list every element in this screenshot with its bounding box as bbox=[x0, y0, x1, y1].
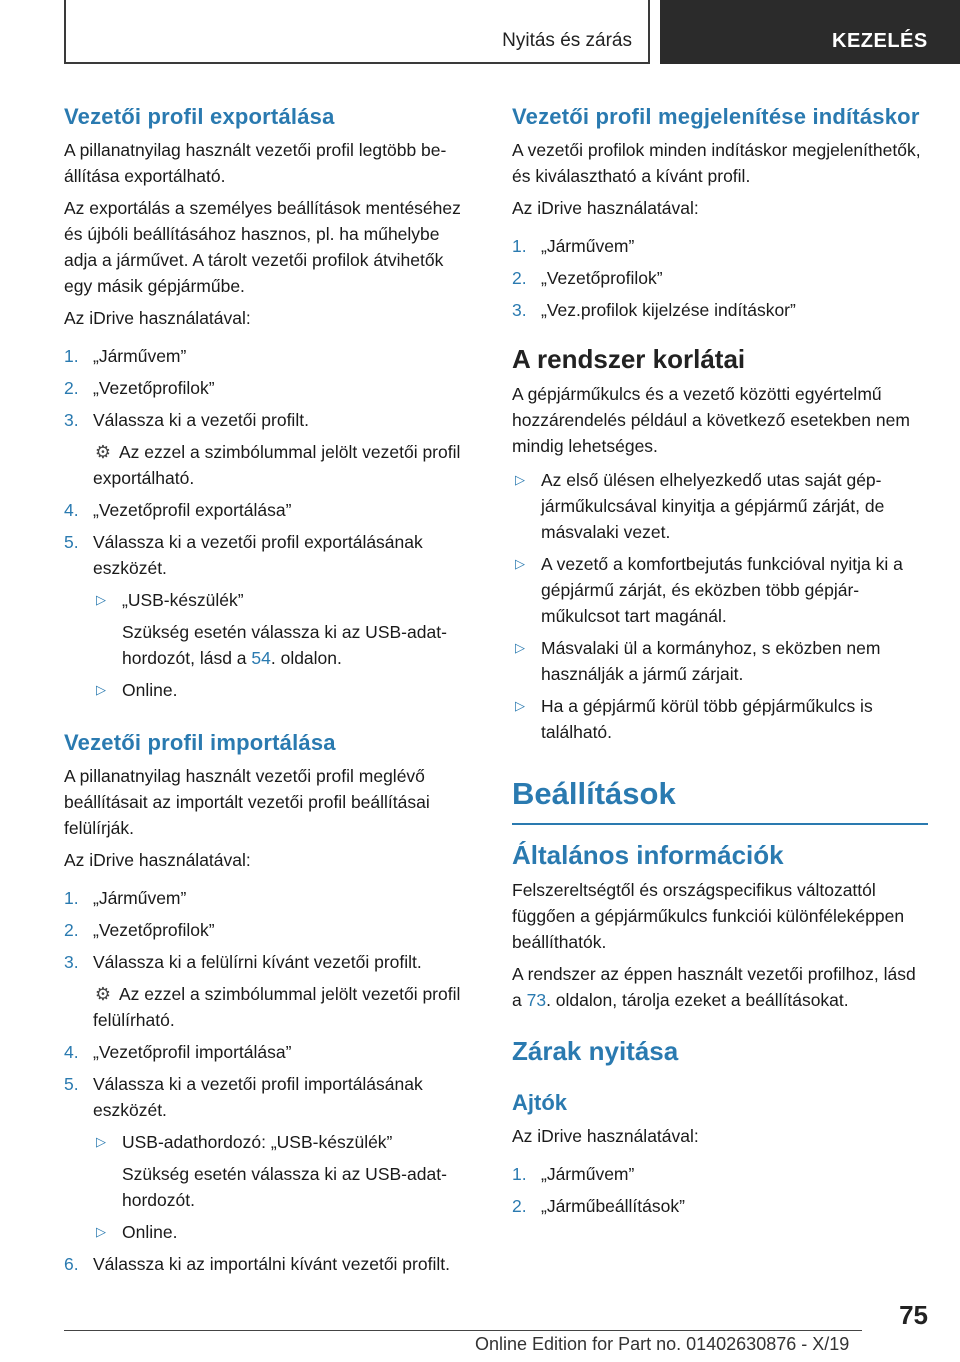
list-item bbox=[64, 407, 476, 433]
heading-unlocking: Zárak nyitása bbox=[512, 1036, 679, 1066]
right-column bbox=[512, 103, 928, 1225]
list-item bbox=[64, 885, 476, 911]
step-text: „Járművem” bbox=[541, 1164, 635, 1184]
step-number: 2. bbox=[512, 268, 527, 288]
step-number: 1. bbox=[512, 1164, 527, 1184]
sub-option bbox=[64, 587, 476, 613]
step-text: Válassza ki a felülírni kívánt vezetői profilt. bbox=[93, 952, 422, 972]
step-number: 3. bbox=[512, 300, 527, 320]
list-item bbox=[64, 497, 476, 523]
option-text: „USB-készülék” bbox=[122, 590, 244, 610]
step-list bbox=[512, 233, 928, 323]
step-number: 2. bbox=[512, 1196, 527, 1216]
step-text: „Vezetőprofilok” bbox=[541, 268, 663, 288]
triangle-right-icon: ▷ bbox=[96, 682, 106, 697]
heading-import-profile: Vezetői profil importálása bbox=[64, 730, 336, 755]
paragraph: A gépjárműkulcs és a vezető közötti egyértelmű hozzárendelés például a következő esetekben nem mindig lehetséges. bbox=[512, 384, 910, 456]
paragraph: Az exportálás a személyes beállítások mentéséhez és újbóli beállításához hasznos, pl. ha műhelybe adja a járművet. A tárolt vezetői profilok átvihetők egy másik gépjárműbe. bbox=[64, 198, 461, 296]
list-item: ▷ Az első ülésen elhelyezkedő utas saját gépjárműkulcsával kinyitja a gépjármű zárját, de másvalaki vezet. bbox=[512, 467, 928, 545]
list-item bbox=[64, 529, 476, 581]
list-item bbox=[64, 917, 476, 943]
step-text: „Vez.profilok kijelzése indításkor” bbox=[541, 300, 796, 320]
footer-divider bbox=[64, 1330, 862, 1331]
step-text: „Járművem” bbox=[541, 236, 635, 256]
paragraph: A rendszer az éppen használt vezetői profilhoz, lásd a 73. oldalon, tárolja ezeket a beállításokat. bbox=[512, 964, 916, 1010]
paragraph: A pillanatnyilag használt vezetői profil meglévő beállításait az importált vezetői profil beállításai felülírják. bbox=[64, 766, 430, 838]
step-text: „Vezetőprofilok” bbox=[93, 920, 215, 940]
note-text: Az ezzel a szimbólummal jelölt vezetői profil exportálható. bbox=[93, 442, 461, 488]
step-number: 4. bbox=[64, 500, 79, 520]
triangle-right-icon: ▷ bbox=[515, 698, 525, 713]
paragraph: A pillanatnyilag használt vezetői profil legtöbb beállítása exportálható. bbox=[64, 140, 447, 186]
step-number: 5. bbox=[64, 532, 79, 552]
list-item bbox=[64, 949, 476, 975]
heading-export-profile: Vezetői profil exportálása bbox=[64, 104, 335, 129]
list-item bbox=[512, 297, 928, 323]
bullet-list bbox=[512, 467, 928, 745]
sub-option bbox=[64, 1129, 476, 1155]
paragraph: Az iDrive használatával: bbox=[64, 850, 251, 870]
option-text: Online. bbox=[122, 1222, 178, 1242]
list-item bbox=[64, 343, 476, 369]
step-text: „Vezetőprofilok” bbox=[93, 378, 215, 398]
page-link[interactable]: 54 bbox=[251, 648, 271, 668]
triangle-right-icon: ▷ bbox=[96, 1224, 106, 1239]
list-item bbox=[512, 265, 928, 291]
step-text: „Vezetőprofil importálása” bbox=[93, 1042, 292, 1062]
header-chapter-tab: KEZELÉS bbox=[660, 0, 960, 64]
heading-system-limits: A rendszer korlátai bbox=[512, 344, 746, 374]
option-text: USB-adathordozó: „USB-készülék” bbox=[122, 1132, 393, 1152]
step-text: „Járművem” bbox=[93, 346, 187, 366]
step-number: 3. bbox=[64, 952, 79, 972]
step-number: 6. bbox=[64, 1254, 79, 1274]
footer-edition: Online Edition for Part no. 01402630876 - X/19 bbox=[475, 1334, 850, 1354]
symbol-note bbox=[64, 439, 476, 491]
step-number: 1. bbox=[512, 236, 527, 256]
step-number: 1. bbox=[64, 888, 79, 908]
list-item bbox=[64, 1071, 476, 1123]
step-number: 2. bbox=[64, 378, 79, 398]
left-column bbox=[64, 103, 476, 1283]
paragraph: Felszereltségtől és országspecifikus változattól függően a gépjárműkulcs funkciói különféleképpen beállíthatók. bbox=[512, 880, 905, 952]
triangle-right-icon: ▷ bbox=[515, 556, 525, 571]
list-item bbox=[512, 1193, 928, 1219]
list-item bbox=[512, 1161, 928, 1187]
header-section-title: Nyitás és zárás bbox=[502, 30, 632, 51]
step-text: „Vezetőprofil exportálása” bbox=[93, 500, 292, 520]
step-text: „Járműbeállítások” bbox=[541, 1196, 685, 1216]
option-text: Online. bbox=[122, 680, 178, 700]
symbol-note bbox=[64, 981, 476, 1033]
step-text: Válassza ki a vezetői profilt. bbox=[93, 410, 309, 430]
paragraph: Az iDrive használatával: bbox=[512, 198, 699, 218]
gear-icon: ⚙ bbox=[94, 984, 112, 1004]
step-list bbox=[512, 1161, 928, 1219]
step-text: Válassza ki a vezetői profil exportálásának eszközét. bbox=[93, 532, 423, 578]
sub-option bbox=[64, 1219, 476, 1245]
step-number: 5. bbox=[64, 1074, 79, 1094]
heading-settings: Beállítások bbox=[512, 775, 928, 825]
step-list bbox=[64, 343, 476, 703]
heading-general-info: Általános információk bbox=[512, 840, 784, 870]
paragraph: A vezetői profilok minden indításkor megjeleníthetők, és kiválasztható a kívánt profil. bbox=[512, 140, 921, 186]
step-text: „Járművem” bbox=[93, 888, 187, 908]
list-item bbox=[64, 375, 476, 401]
step-number: 2. bbox=[64, 920, 79, 940]
triangle-right-icon: ▷ bbox=[515, 472, 525, 487]
sub-option bbox=[64, 677, 476, 703]
step-number: 3. bbox=[64, 410, 79, 430]
step-list bbox=[64, 885, 476, 1277]
triangle-right-icon: ▷ bbox=[96, 1134, 106, 1149]
gear-icon: ⚙ bbox=[94, 442, 112, 462]
paragraph: Az iDrive használatával: bbox=[64, 308, 251, 328]
triangle-right-icon: ▷ bbox=[515, 640, 525, 655]
note-text: Az ezzel a szimbólummal jelölt vezetői profil felülírható. bbox=[93, 984, 461, 1030]
step-number: 1. bbox=[64, 346, 79, 366]
page-number: 75 bbox=[899, 1300, 928, 1330]
list-item: ▷ Ha a gépjármű körül több gépjárműkulcs is található. bbox=[512, 693, 928, 745]
heading-doors: Ajtók bbox=[512, 1090, 567, 1115]
list-item: ▷ Másvalaki ül a kormányhoz, s eközben nem használják a jármű zárjait. bbox=[512, 635, 928, 687]
step-text: Válassza ki a vezetői profil importálásának eszközét. bbox=[93, 1074, 423, 1120]
triangle-right-icon: ▷ bbox=[96, 592, 106, 607]
sub-option-desc: Szükség esetén válassza ki az USB-adathordozót. bbox=[122, 1164, 447, 1210]
list-item: ▷ A vezető a komfortbejutás funkcióval nyitja ki a gépjármű zárját, és eközben több gépjárműkulcsot tart magánál. bbox=[512, 551, 928, 629]
heading-show-profile-at-start: Vezetői profil megjelenítése indításkor bbox=[512, 104, 920, 129]
list-item bbox=[512, 233, 928, 259]
page-link[interactable]: 73 bbox=[526, 990, 547, 1010]
sub-option-desc: Szükség esetén válassza ki az USB-adathordozót, lásd a 54. oldalon. bbox=[122, 622, 447, 668]
step-text: Válassza ki az importálni kívánt vezetői profilt. bbox=[93, 1254, 450, 1274]
step-number: 4. bbox=[64, 1042, 79, 1062]
paragraph: Az iDrive használatával: bbox=[512, 1126, 699, 1146]
list-item bbox=[64, 1251, 476, 1277]
list-item bbox=[64, 1039, 476, 1065]
header-section-box bbox=[64, 0, 650, 64]
